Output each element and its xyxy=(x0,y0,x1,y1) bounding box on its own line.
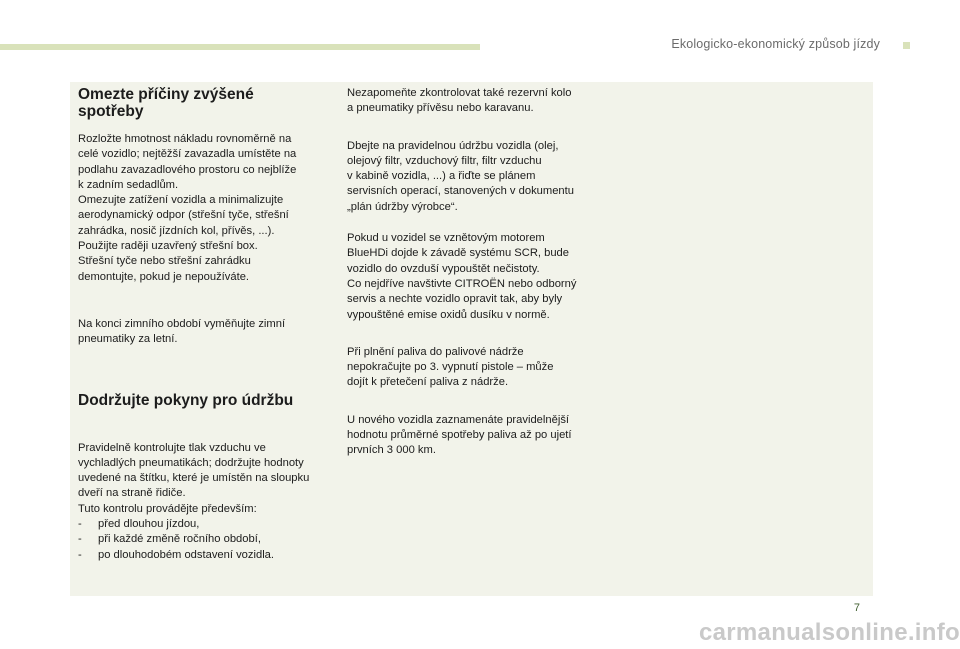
paragraph-tyre-pressure: Pravidelně kontrolujte tlak vzduchu ve vychladlých pneumatikách; dodržujte hodnoty uvedené na štítku, které je umístěn na sloupku dveří na straně řidiče. Tuto kontrolu provádějte především: xyxy=(78,441,310,515)
heading-reduce-consumption xyxy=(78,86,330,120)
section-title: Ekologicko-ekonomický způsob jízdy xyxy=(671,37,880,51)
list-item: - při každé změně ročního období, xyxy=(78,532,330,547)
heading-reduce-consumption-text: Omezte příčiny zvýšené spotřeby xyxy=(78,86,254,120)
paragraph-scr-fault: Pokud u vozidel se vznětovým motorem BlueHDi dojde k závadě systému SCR, bude vozidlo do ovzduší vypouštět nečistoty. Co nejdříve navštivte CITROËN nebo odborný servis a nechte vozidlo opravit tak, aby byly vypouštěné emise oxidů dusíku v normě. xyxy=(347,232,577,321)
paragraph-new-vehicle: U nového vozidla zaznamenáte pravidelnější hodnotu průměrné spotřeby paliva až po ujetí prvních 3 000 km. xyxy=(347,413,572,457)
list-marker: - xyxy=(78,548,82,561)
check-list xyxy=(78,517,330,563)
paragraph-regular-service: Dbejte na pravidelnou údržbu vozidla (olej, olejový filtr, vzduchový filtr, filtr vzduchu v kabině vozidla, ...) a řiďte se plánem servisních operací, stanovených v dokumentu „plán údržby výrobce“. xyxy=(347,139,574,213)
paragraph-refuelling: Při plnění paliva do palivové nádrže nepokračujte po 3. vypnutí pistole – může dojít k přetečení paliva z nádrže. xyxy=(347,345,554,389)
heading-maintenance: Dodržujte pokyny pro údržbu xyxy=(78,391,294,409)
list-item: - před dlouhou jízdou, xyxy=(78,517,330,532)
page-number: 7 xyxy=(853,602,860,614)
list-item: - po dlouhodobém odstavení vozidla. xyxy=(78,548,330,563)
header-accent-bar xyxy=(0,44,480,50)
list-marker: - xyxy=(78,518,82,531)
paragraph-load-distribution: Rozložte hmotnost nákladu rovnoměrně na celé vozidlo; nejtěžší zavazadla umístěte na podlahu zavazadlového prostoru co nejblíže k zadním sedadlům. Omezujte zatížení vozidla a minimalizujte aerodynamický odpor (střešní tyče, střešní zahrádka, nosič jízdních kol, přívěs, ...). Použijte raději uzavřený střešní box. Střešní tyče nebo střešní zahrádku demontujte, pokud je nepoužíváte. xyxy=(78,133,297,283)
watermark: carmanualsonline.info xyxy=(698,619,960,646)
list-marker: - xyxy=(78,533,82,546)
paragraph-spare-wheel: Nezapomeňte zkontrolovat také rezervní kolo a pneumatiky přívěsu nebo karavanu. xyxy=(347,87,572,115)
section-marker xyxy=(903,42,910,49)
paragraph-winter-tyres: Na konci zimního období vyměňujte zimní pneumatiky za letní. xyxy=(78,317,286,346)
right-column xyxy=(347,86,607,459)
left-column xyxy=(78,86,330,563)
